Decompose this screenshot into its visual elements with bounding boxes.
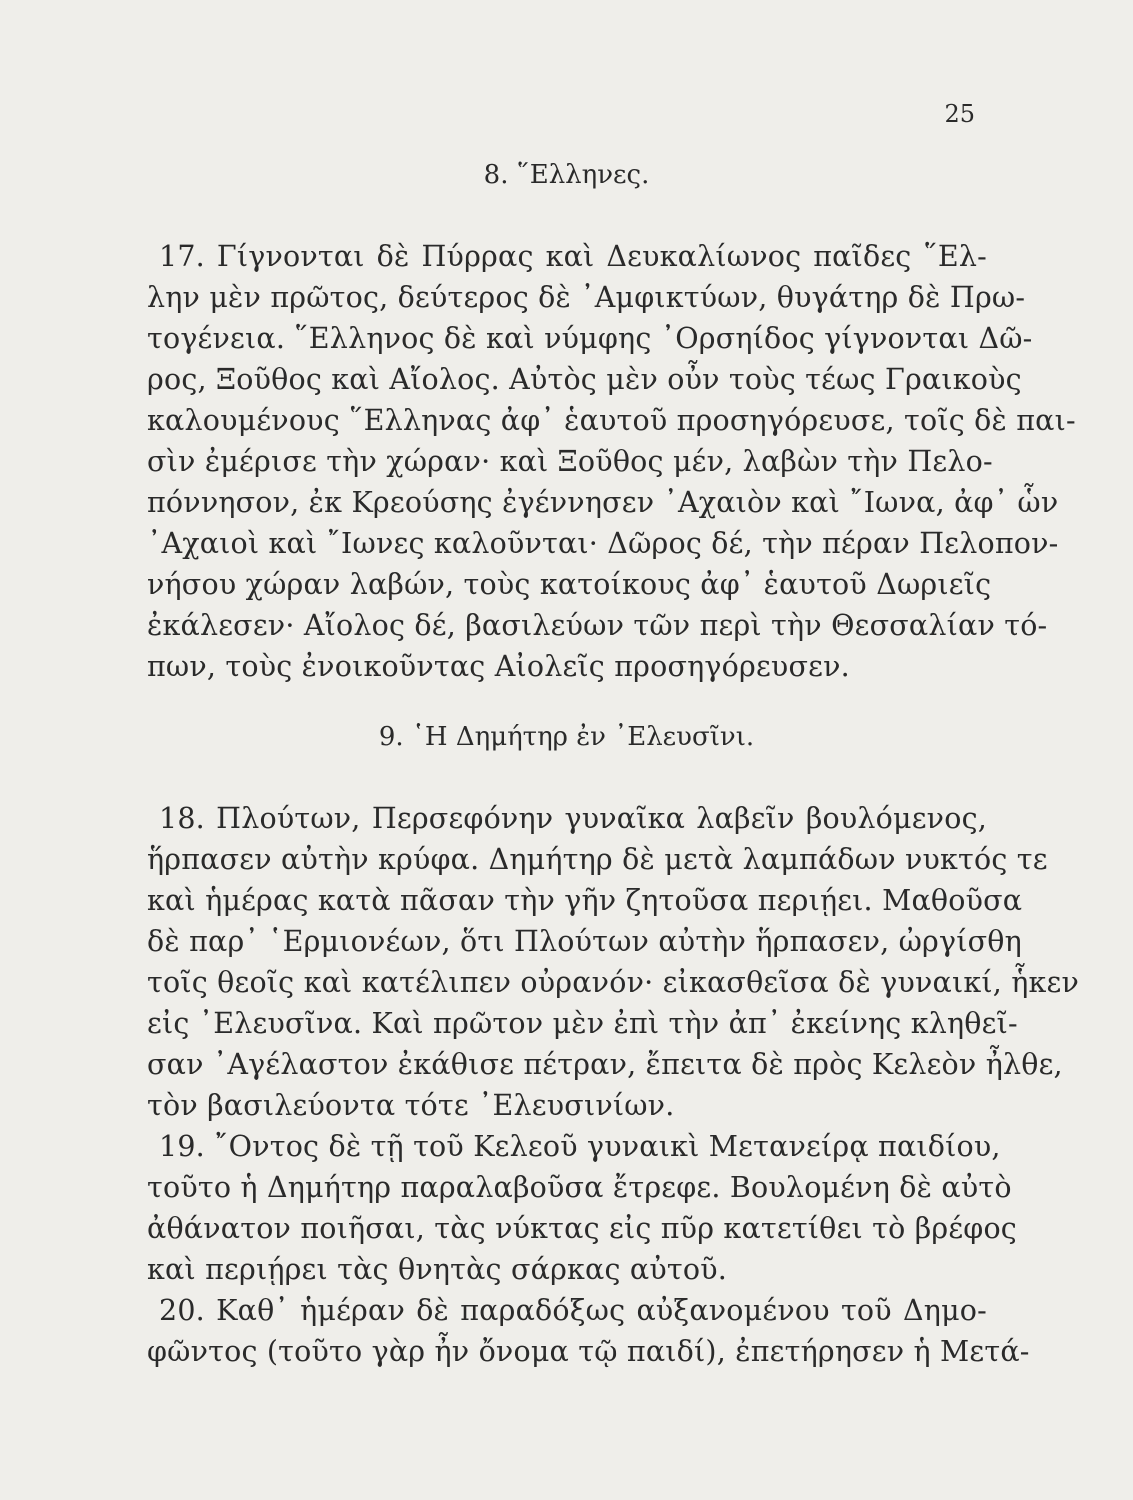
text-line: φῶντος (τοῦτο γὰρ ἦν ὄνομα τῷ παιδί), ἐπετήρησεν ἡ Μετά- xyxy=(147,1335,1030,1368)
text-line: 20. Καθ᾿ ἡμέραν δὲ παραδόξως αὐξανομένου τοῦ Δημο- xyxy=(159,1294,987,1327)
text-line: τοῖς θεοῖς καὶ κατέλιπεν οὐρανόν· εἰκασθεῖσα δὲ γυναικί, ἧκεν xyxy=(147,966,1080,999)
text-line: νήσου χώραν λαβών, τοὺς κατοίκους ἀφ᾿ ἑαυτοῦ Δωριεῖς xyxy=(147,568,992,601)
text-line: 18. Πλούτων, Περσεφόνην γυναῖκα λαβεῖν βουλόμενος, xyxy=(159,802,987,835)
page-number: 25 xyxy=(944,100,975,128)
text-line: δὲ παρ᾿ ῾Ερμιονέων, ὅτι Πλούτων αὐτὴν ἥρπασεν, ὠργίσθη xyxy=(147,925,1022,958)
text-line: τοῦτο ἡ Δημήτηρ παραλαβοῦσα ἔτρεφε. Βουλομένη δὲ αὐτὸ xyxy=(147,1171,1012,1204)
text-line: τογένεια. ῞Ελληνος δὲ καὶ νύμφης ᾿Ορσηίδος γίγνονται Δῶ- xyxy=(147,322,1033,355)
text-line: ᾿Αχαιοὶ καὶ ῎Ιωνες καλοῦνται· Δῶρος δέ, τὴν πέραν Πελοπον- xyxy=(147,527,1059,560)
text-line: τὸν βασιλεύοντα τότε ᾿Ελευσινίων. xyxy=(147,1089,675,1122)
text-line: πόννησον, ἐκ Κρεούσης ἐγέννησεν ᾿Αχαιὸν καὶ ῎Ιωνα, ἀφ᾿ ὧν xyxy=(147,486,1059,519)
text-line: καὶ περιῄρει τὰς θνητὰς σάρκας αὐτοῦ. xyxy=(147,1253,727,1286)
text-line: 19. ῎Οντος δὲ τῇ τοῦ Κελεοῦ γυναικὶ Μετανείρᾳ παιδίου, xyxy=(159,1130,1001,1163)
section-title-8: 8. ῞Ελληνες. xyxy=(483,160,650,190)
text-line: πων, τοὺς ἐνοικοῦντας Αἰολεῖς προσηγόρευσεν. xyxy=(147,650,850,683)
section-8-text xyxy=(147,236,1076,687)
text-line: ἥρπασεν αὐτὴν κρύφα. Δημήτηρ δὲ μετὰ λαμπάδων νυκτός τε xyxy=(147,843,1048,876)
text-line: ἀθάνατον ποιῆσαι, τὰς νύκτας εἰς πῦρ κατετίθει τὸ βρέφος xyxy=(147,1212,1017,1245)
text-line: καλουμένους ῞Ελληνας ἀφ᾿ ἑαυτοῦ προσηγόρευσε, τοῖς δὲ παι- xyxy=(147,404,1076,437)
section-title-9: 9. ῾Η Δημήτηρ ἐν ᾿Ελευσῖνι. xyxy=(378,722,755,752)
text-line: εἰς ᾿Ελευσῖνα. Καὶ πρῶτον μὲν ἐπὶ τὴν ἀπ᾿ ἐκείνης κληθεῖ- xyxy=(147,1007,1018,1040)
text-line: 17. Γίγνονται δὲ Πύρρας καὶ Δευκαλίωνος παῖδες ῞Ελ- xyxy=(159,240,987,273)
text-line: ἐκάλεσεν· Αἴολος δέ, βασιλεύων τῶν περὶ τὴν Θεσσαλίαν τό- xyxy=(147,609,1048,642)
text-line: ρος, Ξοῦθος καὶ Αἴολος. Αὐτὸς μὲν οὖν τοὺς τέως Γραικοὺς xyxy=(147,363,1022,396)
text-line: καὶ ἡμέρας κατὰ πᾶσαν τὴν γῆν ζητοῦσα περιῄει. Μαθοῦσα xyxy=(147,884,1023,917)
section-9-text xyxy=(147,798,1080,1372)
text-line: λην μὲν πρῶτος, δεύτερος δὲ ᾿Αμφικτύων, θυγάτηρ δὲ Πρω- xyxy=(147,281,1026,314)
text-line: σαν ᾿Αγέλαστον ἐκάθισε πέτραν, ἔπειτα δὲ πρὸς Κελεὸν ἦλθε, xyxy=(147,1048,1063,1081)
text-line: σὶν ἐμέρισε τὴν χώραν· καὶ Ξοῦθος μέν, λαβὼν τὴν Πελο- xyxy=(147,445,993,478)
